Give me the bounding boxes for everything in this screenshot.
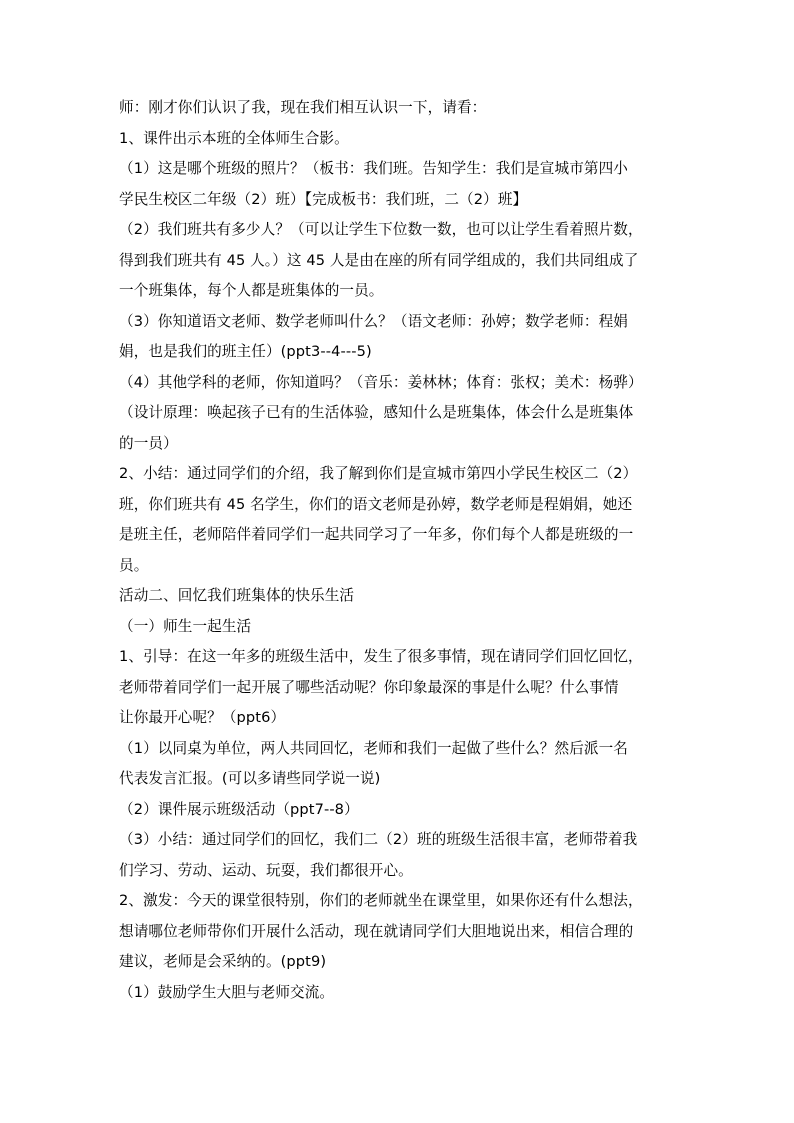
text-line: 老师带着同学们一起开展了哪些活动呢？你印象最深的事是什么呢？什么事情 xyxy=(119,678,619,696)
document-body xyxy=(119,93,694,1008)
text-line: 建议，老师是会采纳的。(ppt9) xyxy=(119,953,327,970)
text-line: 1、课件出示本班的全体师生合影。 xyxy=(119,129,349,147)
text-line: （2）课件展示班级活动（ppt7--8） xyxy=(119,800,359,818)
text-line: 1、引导：在这一年多的班级生活中，发生了很多事情，现在请同学们回忆回忆， xyxy=(119,648,643,665)
text-line: 学民生校区二年级（2）班）【完成板书：我们班，二（2）班】 xyxy=(119,190,528,208)
text-line: （2）我们班共有多少人？（可以让学生下位数一数，也可以让学生看着照片数， xyxy=(119,221,643,238)
text-line: 让你最开心呢？（ppt6） xyxy=(119,709,286,726)
text-line: 的一员） xyxy=(119,434,178,452)
text-line: 想请哪位老师带你们开展什么活动，现在就请同学们大胆地说出来，相信合理的 xyxy=(119,922,634,940)
text-line: （3）小结：通过同学们的回忆，我们二（2）班的班级生活很丰富，老师带着我 xyxy=(119,831,638,848)
subsection-heading: （一）师生一起生活 xyxy=(119,617,252,635)
text-line: 们学习、劳动、运动、玩耍，我们都很开心。 xyxy=(119,861,413,879)
text-line: （设计原理：唤起孩子已有的生活体验，感知什么是班集体，体会什么是班集体 xyxy=(119,404,634,421)
text-line: 代表发言汇报。(可以多请些同学说一说) xyxy=(119,770,381,787)
text-line: 班，你们班共有 45 名学生，你们的语文老师是孙婷，数学老师是程娟娟，她还 xyxy=(119,495,633,513)
section-heading: 活动二、回忆我们班集体的快乐生活 xyxy=(119,587,355,604)
text-line: 师：刚才你们认识了我，现在我们相互认识一下，请看： xyxy=(119,99,487,116)
text-line: （4）其他学科的老师，你知道吗？（音乐：姜林林；体育：张权；美术：杨骅） xyxy=(119,373,643,391)
text-line: （1）这是哪个班级的照片？（板书：我们班。告知学生：我们是宣城市第四小 xyxy=(119,160,628,177)
text-line: 一个班集体，每个人都是班集体的一员。 xyxy=(119,282,384,299)
text-line: 2、小结：通过同学们的介绍，我了解到你们是宣城市第四小学民生校区二（2） xyxy=(119,465,638,482)
text-line: 2、激发：今天的课堂很特别，你们的老师就坐在课堂里，如果你还有什么想法， xyxy=(119,892,643,909)
text-line: 员。 xyxy=(119,556,149,574)
text-line: 是班主任，老师陪伴着同学们一起共同学习了一年多，你们每个人都是班级的一 xyxy=(119,526,634,543)
text-line: 得到我们班共有 45 人。）这 45 人是由在座的所有同学组成的，我们共同组成了 xyxy=(119,251,639,269)
text-line: （1）以同桌为单位，两人共同回忆，老师和我们一起做了些什么？然后派一名 xyxy=(119,739,628,757)
text-line: （3）你知道语文老师、数学老师叫什么？（语文老师：孙婷；数学老师：程娟 xyxy=(119,312,628,330)
text-line: 娟，也是我们的班主任）(ppt3--4---5) xyxy=(119,343,372,360)
text-line: （1）鼓励学生大胆与老师交流。 xyxy=(119,983,335,1001)
